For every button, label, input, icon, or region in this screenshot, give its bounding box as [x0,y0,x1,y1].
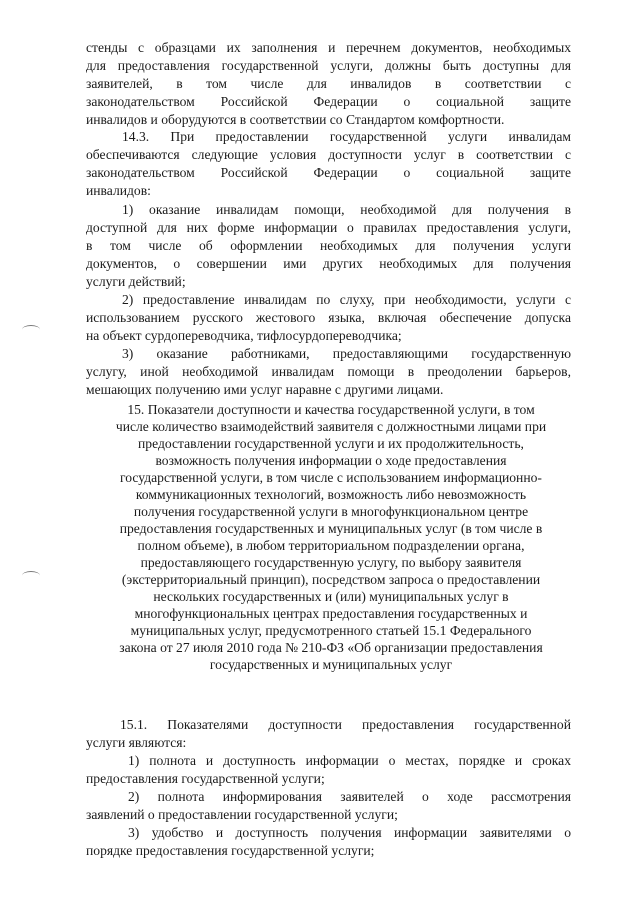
text-line: предоставляющего государственную услугу, по выбору заявителя [140,555,522,570]
text-line: муниципальных услуг, предусмотренного статьей 15.1 Федерального [130,623,532,638]
text-line: 3) оказание работниками, предоставляющими государственную [122,346,571,361]
text-line: инвалидов: [86,183,151,198]
text-line: полном объеме), в любом территориальном подразделении органа, [137,538,525,553]
text-line: 3) удобство и доступность получения информации заявителями о [128,825,571,840]
text-line: предоставления государственных и муниципальных услуг (в том числе в [119,521,543,536]
text-line: заявителей, в том числе для инвалидов в соответствии с [86,76,571,91]
text-line: многофункциональных центрах предоставления государственных и [134,606,528,621]
text-line: числе количество взаимодействий заявителя с должностными лицами при [115,419,547,434]
text-line: документов, о совершении ими других необходимых для получения [86,256,571,271]
text-line: заявлений о предоставлении государственной услуги; [86,807,398,822]
text-line: закона от 27 июля 2010 года № 210-ФЗ «Об организации предоставления [119,640,543,655]
text-line: обеспечиваются следующие условия доступности услуг в соответствии с [86,147,571,162]
text-line: государственных и муниципальных услуг [209,657,453,672]
text-line: 1) оказание инвалидам помощи, необходимой для получения в [122,202,571,217]
scan-mark [22,571,40,580]
text-line: доступной для них форме информации о правилах предоставления услуги, [86,220,571,235]
text-line: в том числе об оформлении необходимых для получения услуги [86,238,571,253]
text-line: использованием русского жестового языка, включая обеспечение допуска [86,310,571,325]
text-line: получения государственной услуги в многофункциональном центре [133,504,529,519]
text-line: для предоставления государственной услуги, должны быть доступны для [86,58,571,73]
text-line: услугу, иной необходимой инвалидам помощи в преодолении барьеров, [86,364,571,379]
text-line: 14.3. При предоставлении государственной услуги инвалидам [122,129,571,144]
text-line: инвалидов и оборудуются в соответствии со Стандартом комфортности. [86,112,505,127]
text-line: нескольких государственных и (или) муниципальных услуг в [153,589,509,604]
text-line: (экстерриториальный принцип), посредством запроса о предоставлении [121,572,541,587]
text-line: стенды с образцами их заполнения и перечнем документов, необходимых [86,40,571,55]
text-line: услуги действий; [86,274,186,289]
text-line: предоставлении государственной услуги и их продолжительность, [138,436,524,451]
scan-mark [22,325,40,334]
text-line: законодательством Российской Федерации о социальной защите [86,94,571,109]
text-line: 15.1. Показателями доступности предоставления государственной [120,717,571,732]
text-line: возможность получения информации о ходе предоставления [155,453,507,468]
text-line: 2) полнота информирования заявителей о ходе рассмотрения [128,789,571,804]
text-line: предоставления государственной услуги; [86,771,325,786]
text-line: 2) предоставление инвалидам по слуху, при необходимости, услуги с [122,292,571,307]
text-line: услуги являются: [86,735,187,750]
text-line: законодательством Российской Федерации о социальной защите [86,165,571,180]
text-line: на объект сурдопереводчика, тифлосурдопереводчика; [86,328,402,343]
text-line: коммуникационных технологий, возможность либо невозможность [135,487,527,502]
text-line: государственной услуги, в том числе с использованием информационно- [120,470,542,485]
text-line: 1) полнота и доступность информации о местах, порядке и сроках [128,753,571,768]
text-line: порядке предоставления государственной услуги; [86,843,375,858]
text-line: мешающих получению ими услуг наравне с другими лицами. [86,382,444,397]
text-line: 15. Показатели доступности и качества государственной услуги, в том [127,402,535,417]
